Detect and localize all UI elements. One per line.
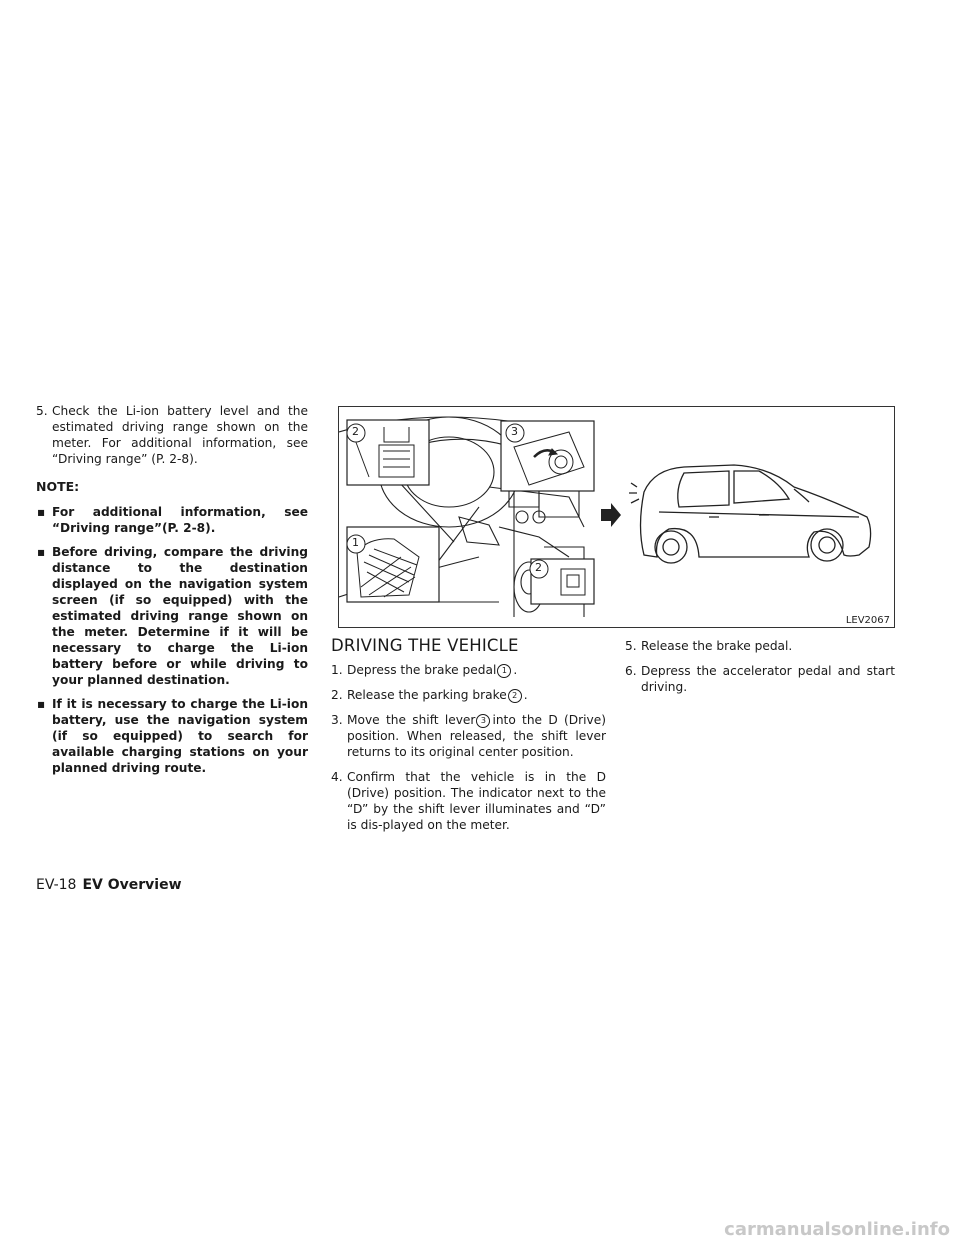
- step-2: [331, 687, 606, 703]
- step-number: 2.: [331, 688, 343, 702]
- driving-illustration: [338, 406, 895, 628]
- bullet-icon: ▪: [37, 697, 46, 711]
- note-bullet-text: Before driving, compare the driving distance to the destination displayed on the navigation system screen (if so equipped) with the estimated driving range shown on the meter. Determine if it will be necessary to charge the Li-ion battery before or while driving to your planned destination.: [52, 545, 308, 687]
- callout-2-parking-brake: 2: [535, 561, 542, 574]
- middle-column: [331, 638, 606, 842]
- step-text-end: into the D (Drive) position. When released, the shift lever returns to its original center position.: [347, 713, 606, 759]
- step-5: [625, 638, 895, 654]
- step-text: Depress the accelerator pedal and start driving.: [641, 664, 895, 694]
- page-footer: [36, 877, 182, 893]
- section-title: DRIVING THE VEHICLE: [331, 636, 519, 655]
- left-column: [36, 403, 308, 784]
- callout-2-steering: 2: [352, 425, 359, 438]
- step-4: [331, 769, 606, 833]
- note-bullet: [36, 544, 308, 688]
- note-bullet: [36, 696, 308, 776]
- step-text: Move the shift lever: [347, 713, 476, 727]
- page-number: EV-18: [36, 877, 77, 893]
- figure-id: LEV2067: [845, 615, 890, 626]
- step-6: [625, 663, 895, 695]
- bullet-icon: ▪: [37, 545, 46, 559]
- callout-ref-icon: 1: [497, 664, 511, 678]
- step-text: Depress the brake pedal: [347, 663, 497, 677]
- step-number: 1.: [331, 663, 343, 677]
- step-5-check-battery: [36, 403, 308, 467]
- callout-ref-icon: 2: [508, 689, 522, 703]
- step-text: Check the Li-ion battery level and the estimated driving range shown on the meter. For additional information, see “Driving range” (P. 2-8).: [52, 404, 308, 466]
- right-column: [625, 638, 895, 704]
- watermark: carmanualsonline.info: [724, 1219, 950, 1240]
- note-bullet-text: For additional information, see “Driving range”(P. 2-8).: [52, 505, 308, 535]
- step-text: Release the brake pedal.: [641, 639, 793, 653]
- step-number: 5.: [625, 639, 637, 653]
- step-number: 3.: [331, 713, 343, 727]
- step-number: 6.: [625, 664, 637, 678]
- step-text-end: .: [523, 688, 528, 702]
- callout-1-brake-pedal: 1: [352, 536, 359, 549]
- note-bullet: [36, 504, 308, 536]
- footer-section-title: EV Overview: [82, 877, 182, 893]
- note-bullet-text: If it is necessary to charge the Li-ion battery, use the navigation system (if so equipped) to search for available charging stations on your planned driving route.: [52, 697, 308, 775]
- step-text: Confirm that the vehicle is in the D (Drive) position. The indicator next to the “D” by the shift lever illuminates and “D” is dis-played on the meter.: [347, 770, 606, 832]
- step-text-end: .: [513, 663, 518, 677]
- note-heading: NOTE:: [36, 479, 80, 494]
- step-1: [331, 662, 606, 678]
- callout-ref-icon: 3: [476, 714, 490, 728]
- bullet-icon: ▪: [37, 505, 46, 519]
- step-number: 5.: [36, 404, 48, 418]
- step-3: [331, 712, 606, 760]
- illustration-drawing: [339, 407, 896, 629]
- callout-3-shift-lever: 3: [511, 425, 518, 438]
- step-number: 4.: [331, 770, 343, 784]
- step-text: Release the parking brake: [347, 688, 507, 702]
